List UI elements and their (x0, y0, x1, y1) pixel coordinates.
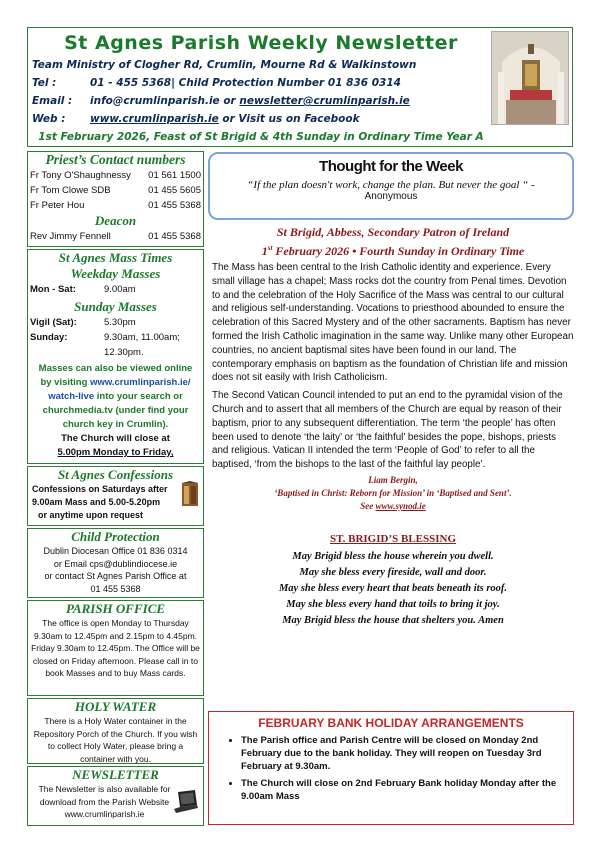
team-ministry: Team Ministry of Clogher Rd, Crumlin, Mourne Rd & Walkinstown (32, 59, 417, 71)
article-source: ‘Baptised in Christ: Reborn for Mission’ in ‘Baptised and Sent’. (274, 487, 512, 498)
confessions-heading: St Agnes Confessions (57, 467, 174, 482)
confessions-text: Confessions on Saturdays after 9.00am Mass and 5.00-5.20pm or anytime upon request (32, 484, 168, 520)
blessing-text (212, 549, 574, 629)
article-subtitle: 1st February 2026 • Fourth Sunday in Ordinary Time (261, 244, 525, 258)
thought-heading: Thought for the Week (319, 158, 463, 175)
holy-water-heading: HOLY WATER (74, 699, 157, 714)
deacon-row: Rev Jimmy Fennell 01 455 5368 (30, 231, 201, 242)
newsletter-title: St Agnes Parish Weekly Newsletter (64, 32, 458, 54)
parish-office-box (27, 600, 204, 696)
priest-row: Fr Tom Clowe SDB 01 455 5605 (30, 185, 201, 196)
blessing-line: May she bless every heart that beats beneath its roof. (278, 582, 508, 594)
online-mass-info: Masses can also be viewed online by visiting www.crumlinparish.ie/ watch-live into your search or churchmedia.tv (under find your church key in Crumlin). (38, 363, 193, 430)
blessing-line: May Brigid bless the house that shelters you. Amen (282, 614, 504, 626)
blessing-line: May Brigid bless the house wherein you dwell. (292, 550, 494, 562)
child-protection-box (27, 528, 204, 598)
blessing-line: May she bless every fireside, wall and door. (299, 566, 487, 578)
email-line: Email : info@crumlinparish.ie or newsletter@crumlinparish.ie (32, 95, 410, 107)
newsletter-header (27, 27, 573, 147)
blessing-heading: ST. BRIGID’S BLESSING (329, 532, 457, 545)
church-closing-notice: The Church will close at 5.00pm Monday to Friday, (57, 433, 174, 458)
blessing-line: May she bless every hand that toils to bring it joy. (286, 598, 500, 610)
priest-row: Fr Tony O'Shaughnessy 01 561 1500 (30, 170, 201, 181)
article-paragraph-1: The Mass has been central to the Irish Catholic identity and experience. Every small village has a chapel; Mass rocks dot the country from Penal times. Devotion to and the celebration of the Holy Sacrifice of the Mass was central to our cultural and religious self-understanding. Vocations to priesthood abounded to ensure the celebration of this Sacred Mystery and of the other sacraments. Baptism has never formed the Irish Catholic imagination in the same way. Unlike many other European countries, no ancient baptismal sites have been found in our land. The contemporary emphasis on baptism as the foundation of Christian life and mission does not sit easily with Irish Catholicism. (212, 262, 574, 384)
watch-live-link[interactable]: www.crumlinparish.ie/ (90, 377, 191, 388)
email-info-link[interactable]: info@crumlinparish.ie (90, 95, 220, 107)
confession-booth-icon (181, 481, 199, 507)
weekday-masses-heading: Weekday Masses (70, 266, 161, 281)
main-article (212, 224, 574, 629)
sunday-mass-row: Sunday: 9.30am, 11.00am; (30, 332, 180, 343)
newsletter-text: The Newsletter is also available for download from the Parish Website www.crumlinparish.ie (38, 784, 171, 819)
vigil-mass-row: Vigil (Sat): 5.30pm (30, 317, 136, 328)
article-author: Liam Bergin, (368, 474, 418, 485)
bank-holiday-list (217, 734, 565, 803)
newsletter-heading: NEWSLETTER (72, 767, 159, 782)
confessions-box (27, 466, 204, 526)
mass-times-box (27, 249, 204, 464)
date-line: 1st February 2026, Feast of St Brigid & 4th Sunday in Ordinary Time Year A (38, 131, 484, 143)
web-line: Web : www.crumlinparish.ie or Visit us on Facebook (32, 113, 360, 125)
article-see-also: See www.synod.ie (360, 500, 426, 511)
parish-office-text: The office is open Monday to Thursday 9.30am to 12.45pm and 2.15pm to 4.45pm. Friday 9.30am to 12.45pm. The Office will be closed on Friday afternoon. Please call in to book Masses and to buy Mass cards. (31, 618, 200, 678)
laptop-icon (173, 789, 199, 815)
list-item: • The Parish office and Parish Centre will be closed on Monday 2nd February due to the bank holiday. They will reopen on Tuesday 3rd February at 9.30am. (241, 734, 565, 773)
sunday-masses-heading: Sunday Masses (74, 299, 157, 314)
sunday-mass-row-cont: 12.30pm. (104, 347, 144, 358)
priests-contact-box (27, 151, 204, 247)
synod-link[interactable]: www.synod.ie (375, 500, 426, 511)
bank-holiday-box (208, 711, 574, 825)
church-interior-photo (491, 31, 569, 125)
parish-office-heading: PARISH OFFICE (65, 601, 166, 616)
thought-for-week-box (208, 152, 574, 220)
thought-author: Anonymous (364, 191, 418, 202)
article-title: St Brigid, Abbess, Secondary Patron of Ireland (276, 225, 510, 239)
bank-holiday-heading: FEBRUARY BANK HOLIDAY ARRANGEMENTS (258, 716, 524, 730)
child-protection-heading: Child Protection (71, 529, 160, 544)
article-paragraph-2: The Second Vatican Council intended to put an end to the pyramidal vision of the Church and to assert that all members of the Church are equal by reason of their baptism, prior to any subsequent differentiation. The term ‘the people’ has often been used to denote ‘the laity’ or ‘the faithful’ besides the pope, bishops, priests and religious. Vatican II intended the term ‘People of God’ to refer to all the baptised, ‘from the bishops to the last of the faithful lay people’. (212, 390, 563, 471)
priests-heading: Priest’s Contact numbers (45, 152, 186, 167)
deacon-heading: Deacon (94, 213, 137, 228)
mass-times-heading: St Agnes Mass Times (58, 250, 173, 265)
list-item: • The Church will close on 2nd February Bank holiday Monday after the 9.00am Mass (241, 777, 565, 803)
child-protection-text: Dublin Diocesan Office 01 836 0314 or Email cps@dublindiocese.ie or contact St Agnes Parish Office at 01 455 5368 (43, 546, 188, 594)
website-link[interactable]: www.crumlinparish.ie (90, 113, 219, 125)
telephone-line: Tel : 01 - 455 5368| Child Protection Number 01 836 0314 (32, 77, 401, 89)
newsletter-box (27, 766, 204, 826)
email-newsletter-link[interactable]: newsletter@crumlinparish.ie (239, 95, 410, 107)
holy-water-box (27, 698, 204, 764)
holy-water-text: There is a Holy Water container in the Repository Porch of the Church. If you wish to collect Holy Water, please bring a container with you. (33, 716, 198, 764)
priest-row: Fr Peter Hou 01 455 5368 (30, 200, 201, 211)
thought-quote: “If the plan doesn't work, change the plan. But never the goal “ - (247, 179, 535, 191)
weekday-mass-row: Mon - Sat: 9.00am (30, 284, 136, 295)
